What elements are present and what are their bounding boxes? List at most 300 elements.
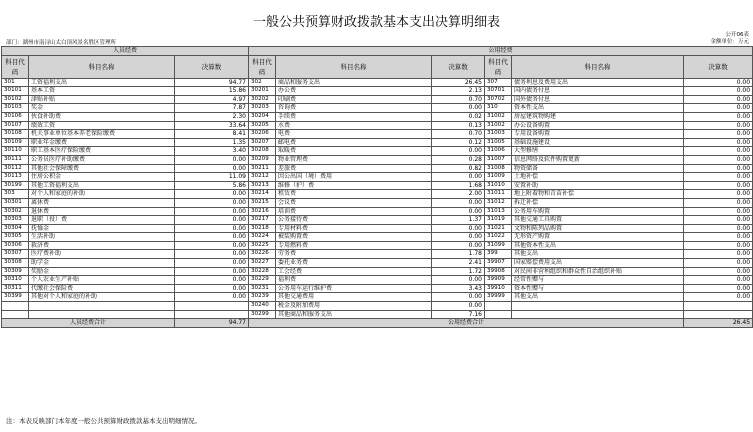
code-cell: 31006 <box>485 147 512 156</box>
amount-cell: 2.41 <box>432 259 485 268</box>
table-row <box>2 293 753 302</box>
code-cell: 30107 <box>2 121 29 130</box>
code-cell: 30201 <box>249 87 276 96</box>
amount-cell: 0.00 <box>175 155 249 164</box>
code-cell: 399 <box>485 250 512 259</box>
col-header-name: 科目名称 <box>29 55 175 78</box>
name-cell: 其他工资福利支出 <box>29 181 175 190</box>
code-cell: 30214 <box>249 190 276 199</box>
name-cell: 大型修缮 <box>512 147 684 156</box>
name-cell: 物业管理费 <box>276 155 432 164</box>
amount-cell: 0.00 <box>684 104 753 113</box>
personnel-total-value: 94.77 <box>175 319 249 328</box>
amount-cell: 0.00 <box>432 104 485 113</box>
amount-cell: 0.00 <box>175 198 249 207</box>
amount-cell: 26.45 <box>432 78 485 87</box>
amount-cell: 3.40 <box>175 147 249 156</box>
table-row <box>2 302 753 311</box>
name-cell: 机关事业单位基本养老保险缴费 <box>29 130 175 139</box>
name-cell: 国内债务付息 <box>512 87 684 96</box>
name-cell: 代缴社会保险费 <box>29 284 175 293</box>
code-cell: 30228 <box>249 267 276 276</box>
amount-cell: 0.00 <box>175 284 249 293</box>
amount-cell: 0.00 <box>684 130 753 139</box>
code-cell: 31011 <box>485 190 512 199</box>
code-cell: 31003 <box>485 130 512 139</box>
amount-cell: 0.00 <box>175 267 249 276</box>
name-cell: 手续费 <box>276 112 432 121</box>
amount-cell: 1.72 <box>432 267 485 276</box>
code-cell: 302 <box>249 78 276 87</box>
amount-cell: 7.87 <box>175 104 249 113</box>
unit-label: 金额单位：万元 <box>710 39 749 45</box>
code-cell: 30307 <box>2 250 29 259</box>
name-cell: 医疗费补助 <box>29 250 175 259</box>
amount-cell: 0.28 <box>432 155 485 164</box>
name-cell: 工资福利支出 <box>29 78 175 87</box>
table-row <box>2 284 753 293</box>
col-header-amount: 决算数 <box>432 55 485 78</box>
amount-cell: 0.00 <box>684 276 753 285</box>
amount-cell: 33.64 <box>175 121 249 130</box>
name-cell: 津贴补贴 <box>29 95 175 104</box>
amount-cell: 0.00 <box>175 233 249 242</box>
amount-cell: 2.00 <box>432 190 485 199</box>
code-cell: 30305 <box>2 233 29 242</box>
name-cell: 国外债务付息 <box>512 95 684 104</box>
amount-cell: 0.00 <box>684 121 753 130</box>
code-cell: 30229 <box>249 276 276 285</box>
name-cell <box>29 302 175 311</box>
code-cell: 30306 <box>2 241 29 250</box>
code-cell <box>2 310 29 319</box>
amount-cell: 0.00 <box>175 241 249 250</box>
code-cell: 30106 <box>2 112 29 121</box>
amount-cell: 0.00 <box>684 78 753 87</box>
col-header-code: 科目代码 <box>2 55 29 78</box>
table-row <box>2 190 753 199</box>
code-cell: 30224 <box>249 233 276 242</box>
amount-cell: 3.43 <box>432 284 485 293</box>
amount-cell: 0.00 <box>432 147 485 156</box>
name-cell: 绩效工资 <box>29 121 175 130</box>
amount-cell: 1.37 <box>432 216 485 225</box>
footnote: 注：本表反映部门本年度一般公共预算财政拨款基本支出明细情况。 <box>6 417 201 425</box>
name-cell: 经常性赠与 <box>512 276 684 285</box>
name-cell: 住房公积金 <box>29 173 175 182</box>
name-cell: 因公出国（境）费用 <box>276 173 432 182</box>
code-cell: 30207 <box>249 138 276 147</box>
name-cell: 生活补助 <box>29 233 175 242</box>
table-row <box>2 267 753 276</box>
code-cell: 30110 <box>2 147 29 156</box>
name-cell: 租赁费 <box>276 190 432 199</box>
code-cell: 30111 <box>2 155 29 164</box>
amount-cell: 0.00 <box>684 190 753 199</box>
table-row <box>2 104 753 113</box>
name-cell: 救济费 <box>29 241 175 250</box>
code-cell: 30225 <box>249 241 276 250</box>
code-cell: 30301 <box>2 198 29 207</box>
name-cell: 维修（护）费 <box>276 181 432 190</box>
col-header-name: 科目名称 <box>512 55 684 78</box>
name-cell: 无形资产购置 <box>512 233 684 242</box>
table-row <box>2 233 753 242</box>
name-cell: 福利费 <box>276 276 432 285</box>
amount-cell: 15.86 <box>175 87 249 96</box>
code-cell: 30108 <box>2 130 29 139</box>
name-cell: 对个人和家庭的补助 <box>29 190 175 199</box>
name-cell <box>512 310 684 319</box>
code-cell: 30303 <box>2 216 29 225</box>
amount-cell: 0.82 <box>432 164 485 173</box>
code-cell: 31005 <box>485 138 512 147</box>
amount-cell: 0.00 <box>175 216 249 225</box>
name-cell: 办公费 <box>276 87 432 96</box>
amount-cell: 0.00 <box>684 241 753 250</box>
amount-cell <box>684 302 753 311</box>
name-cell: 退休费 <box>29 207 175 216</box>
code-cell: 30308 <box>2 259 29 268</box>
name-cell: 伙食补助费 <box>29 112 175 121</box>
code-cell: 30304 <box>2 224 29 233</box>
amount-cell: 0.00 <box>684 181 753 190</box>
code-cell: 30299 <box>249 310 276 319</box>
name-cell: 助学金 <box>29 259 175 268</box>
code-cell: 30701 <box>485 87 512 96</box>
col-header-name: 科目名称 <box>276 55 432 78</box>
code-cell: 39908 <box>485 267 512 276</box>
code-cell: 30204 <box>249 112 276 121</box>
code-cell: 30240 <box>249 302 276 311</box>
code-cell: 30102 <box>2 95 29 104</box>
code-cell: 303 <box>2 190 29 199</box>
amount-cell: 0.12 <box>432 138 485 147</box>
code-cell: 30208 <box>249 147 276 156</box>
amount-cell: 5.86 <box>175 181 249 190</box>
code-cell: 30109 <box>2 138 29 147</box>
name-cell: 公务员医疗补助缴费 <box>29 155 175 164</box>
amount-cell: 1.78 <box>432 250 485 259</box>
name-cell: 拆迁补偿 <box>512 198 684 207</box>
code-cell: 31007 <box>485 155 512 164</box>
name-cell: 对民间非营利组织和群众性自治组织补贴 <box>512 267 684 276</box>
code-cell: 30205 <box>249 121 276 130</box>
code-cell: 30112 <box>2 164 29 173</box>
code-cell: 39907 <box>485 259 512 268</box>
table-row <box>2 121 753 130</box>
name-cell: 资本性支出 <box>512 104 684 113</box>
table-row <box>2 216 753 225</box>
code-cell: 30309 <box>2 267 29 276</box>
amount-cell: 0.00 <box>684 198 753 207</box>
name-cell: 其他支出 <box>512 293 684 302</box>
name-cell: 被装购置费 <box>276 233 432 242</box>
name-cell: 邮电费 <box>276 138 432 147</box>
name-cell: 取暖费 <box>276 147 432 156</box>
amount-cell: 0.00 <box>684 259 753 268</box>
name-cell: 抚恤金 <box>29 224 175 233</box>
amount-cell: 0.00 <box>684 207 753 216</box>
name-cell: 退职（役）费 <box>29 216 175 225</box>
code-cell: 30212 <box>249 173 276 182</box>
amount-cell: 8.41 <box>175 130 249 139</box>
name-cell: 离休费 <box>29 198 175 207</box>
name-cell: 其他交通费用 <box>276 293 432 302</box>
amount-cell: 1.35 <box>175 138 249 147</box>
name-cell: 公务用车购置 <box>512 207 684 216</box>
col-header-code: 科目代码 <box>485 55 512 78</box>
name-cell: 水费 <box>276 121 432 130</box>
name-cell: 资本性赠与 <box>512 284 684 293</box>
public-total-label: 公用经费合计 <box>249 319 684 328</box>
code-cell: 30203 <box>249 104 276 113</box>
table-row <box>2 198 753 207</box>
form-number: 公开06表 <box>725 32 749 38</box>
name-cell: 差旅费 <box>276 164 432 173</box>
amount-cell: 0.00 <box>432 293 485 302</box>
amount-cell: 0.00 <box>684 164 753 173</box>
name-cell: 奖金 <box>29 104 175 113</box>
name-cell: 地上附着物和青苗补偿 <box>512 190 684 199</box>
table-row <box>2 276 753 285</box>
department-label: 部门：湖州市南浔山太白顶风景名胜区管理所 <box>6 40 117 46</box>
code-cell: 39999 <box>485 293 512 302</box>
table-row <box>2 164 753 173</box>
code-cell: 30199 <box>2 181 29 190</box>
amount-cell: 0.00 <box>175 259 249 268</box>
amount-cell: 7.16 <box>432 310 485 319</box>
amount-cell: 0.02 <box>432 112 485 121</box>
amount-cell: 0.00 <box>432 276 485 285</box>
col-header-amount: 决算数 <box>175 55 249 78</box>
name-cell: 电费 <box>276 130 432 139</box>
name-cell: 会议费 <box>276 198 432 207</box>
code-cell: 31099 <box>485 241 512 250</box>
amount-cell: 0.00 <box>684 250 753 259</box>
code-cell <box>2 302 29 311</box>
table-row <box>2 173 753 182</box>
code-cell: 31010 <box>485 181 512 190</box>
code-cell: 31002 <box>485 121 512 130</box>
name-cell: 办公设备购置 <box>512 121 684 130</box>
public-total-value: 26.45 <box>684 319 753 328</box>
code-cell: 30218 <box>249 224 276 233</box>
table-row <box>2 207 753 216</box>
table-row <box>2 250 753 259</box>
code-cell: 31008 <box>485 164 512 173</box>
col-header-amount: 决算数 <box>684 55 753 78</box>
table-row <box>2 78 753 87</box>
amount-cell: 0.00 <box>432 302 485 311</box>
code-cell: 31022 <box>485 233 512 242</box>
code-cell: 30226 <box>249 250 276 259</box>
name-cell: 专用燃料费 <box>276 241 432 250</box>
name-cell: 信息网络及软件购置更新 <box>512 155 684 164</box>
expenditure-table <box>1 46 753 328</box>
table-row <box>2 259 753 268</box>
name-cell: 安置补助 <box>512 181 684 190</box>
amount-cell: 0.00 <box>684 173 753 182</box>
name-cell: 房屋建筑物购建 <box>512 112 684 121</box>
name-cell: 培训费 <box>276 207 432 216</box>
amount-cell: 0.00 <box>684 284 753 293</box>
table-row <box>2 224 753 233</box>
amount-cell: 0.00 <box>684 233 753 242</box>
code-cell: 31019 <box>485 216 512 225</box>
code-cell: 30213 <box>249 181 276 190</box>
name-cell <box>29 310 175 319</box>
name-cell: 税金及附加费用 <box>276 302 432 311</box>
name-cell: 基础设施建设 <box>512 138 684 147</box>
name-cell: 其他对个人和家庭的补助 <box>29 293 175 302</box>
table-row <box>2 241 753 250</box>
table-row <box>2 87 753 96</box>
amount-cell: 0.13 <box>432 121 485 130</box>
code-cell: 30227 <box>249 259 276 268</box>
amount-cell: 0.00 <box>432 233 485 242</box>
amount-cell: 0.00 <box>684 293 753 302</box>
amount-cell: 1.68 <box>432 181 485 190</box>
amount-cell <box>175 302 249 311</box>
amount-cell: 0.00 <box>432 207 485 216</box>
code-cell: 301 <box>2 78 29 87</box>
amount-cell: 0.00 <box>175 224 249 233</box>
table-row <box>2 310 753 319</box>
name-cell: 其他社会保障缴费 <box>29 164 175 173</box>
table-row <box>2 181 753 190</box>
table-row <box>2 95 753 104</box>
amount-cell: 11.09 <box>175 173 249 182</box>
code-cell: 30702 <box>485 95 512 104</box>
name-cell: 委托业务费 <box>276 259 432 268</box>
name-cell: 职工基本医疗保险缴费 <box>29 147 175 156</box>
code-cell: 31009 <box>485 173 512 182</box>
code-cell: 31021 <box>485 224 512 233</box>
amount-cell: 0.00 <box>175 276 249 285</box>
code-cell: 30239 <box>249 293 276 302</box>
code-cell: 31002 <box>485 112 512 121</box>
code-cell: 39910 <box>485 284 512 293</box>
personnel-total-label: 人员经费合计 <box>2 319 175 328</box>
name-cell: 商品和服务支出 <box>276 78 432 87</box>
name-cell: 专用材料费 <box>276 224 432 233</box>
code-cell: 30302 <box>2 207 29 216</box>
code-cell: 30311 <box>2 284 29 293</box>
code-cell: 30202 <box>249 95 276 104</box>
amount-cell: 0.00 <box>684 138 753 147</box>
code-cell: 30310 <box>2 276 29 285</box>
code-cell: 30399 <box>2 293 29 302</box>
amount-cell: 0.00 <box>432 198 485 207</box>
name-cell: 土地补偿 <box>512 173 684 182</box>
amount-cell: 2.30 <box>175 112 249 121</box>
amount-cell: 0.00 <box>684 216 753 225</box>
column-header-row <box>2 55 753 78</box>
table-row <box>2 130 753 139</box>
code-cell: 30217 <box>249 216 276 225</box>
code-cell: 31012 <box>485 198 512 207</box>
name-cell: 债务利息及费用支出 <box>512 78 684 87</box>
amount-cell: 0.00 <box>684 87 753 96</box>
amount-cell: 0.00 <box>175 293 249 302</box>
name-cell: 职业年金缴费 <box>29 138 175 147</box>
code-cell: 31013 <box>485 207 512 216</box>
table-row <box>2 112 753 121</box>
personnel-group-header: 人员经费 <box>2 47 249 56</box>
amount-cell: 0.00 <box>175 250 249 259</box>
totals-row <box>2 319 753 328</box>
amount-cell: 0.00 <box>684 112 753 121</box>
code-cell <box>485 302 512 311</box>
name-cell: 专用设备购置 <box>512 130 684 139</box>
amount-cell: 94.77 <box>175 78 249 87</box>
amount-cell: 0.00 <box>684 224 753 233</box>
group-header-row <box>2 47 753 56</box>
code-cell: 30103 <box>2 104 29 113</box>
table-row <box>2 155 753 164</box>
col-header-code: 科目代码 <box>249 55 276 78</box>
name-cell: 其他商品和服务支出 <box>276 310 432 319</box>
name-cell: 国家赔偿费用支出 <box>512 259 684 268</box>
name-cell: 物资储备 <box>512 164 684 173</box>
code-cell: 30209 <box>249 155 276 164</box>
amount-cell: 0.00 <box>175 207 249 216</box>
name-cell: 其他资本性支出 <box>512 241 684 250</box>
amount-cell: 0.00 <box>684 267 753 276</box>
name-cell: 咨询费 <box>276 104 432 113</box>
amount-cell: 0.00 <box>684 95 753 104</box>
amount-cell: 0.00 <box>684 155 753 164</box>
name-cell: 工会经费 <box>276 267 432 276</box>
name-cell: 个人农业生产补贴 <box>29 276 175 285</box>
code-cell: 30215 <box>249 198 276 207</box>
amount-cell: 0.00 <box>432 173 485 182</box>
name-cell: 劳务费 <box>276 250 432 259</box>
name-cell: 公务接待费 <box>276 216 432 225</box>
code-cell: 30211 <box>249 164 276 173</box>
code-cell: 310 <box>485 104 512 113</box>
name-cell: 基本工资 <box>29 87 175 96</box>
amount-cell: 0.00 <box>684 147 753 156</box>
name-cell: 奖励金 <box>29 267 175 276</box>
code-cell: 30216 <box>249 207 276 216</box>
name-cell: 其他交通工具购置 <box>512 216 684 225</box>
name-cell: 印刷费 <box>276 95 432 104</box>
public-group-header: 公用经费 <box>249 47 753 56</box>
name-cell: 其他支出 <box>512 250 684 259</box>
code-cell: 30206 <box>249 130 276 139</box>
code-cell: 39909 <box>485 276 512 285</box>
page-title: 一般公共预算财政拨款基本支出决算明细表 <box>252 15 500 30</box>
amount-cell: 0.00 <box>432 224 485 233</box>
amount-cell: 0.00 <box>432 241 485 250</box>
code-cell: 307 <box>485 78 512 87</box>
name-cell <box>512 302 684 311</box>
code-cell: 30231 <box>249 284 276 293</box>
table-row <box>2 147 753 156</box>
code-cell: 30101 <box>2 87 29 96</box>
name-cell: 文物和陈列品购置 <box>512 224 684 233</box>
amount-cell: 0.70 <box>432 130 485 139</box>
amount-cell <box>684 310 753 319</box>
amount-cell: 4.97 <box>175 95 249 104</box>
code-cell <box>485 310 512 319</box>
name-cell: 公务用车运行维护费 <box>276 284 432 293</box>
amount-cell: 0.00 <box>175 190 249 199</box>
amount-cell <box>175 310 249 319</box>
amount-cell: 2.13 <box>432 87 485 96</box>
